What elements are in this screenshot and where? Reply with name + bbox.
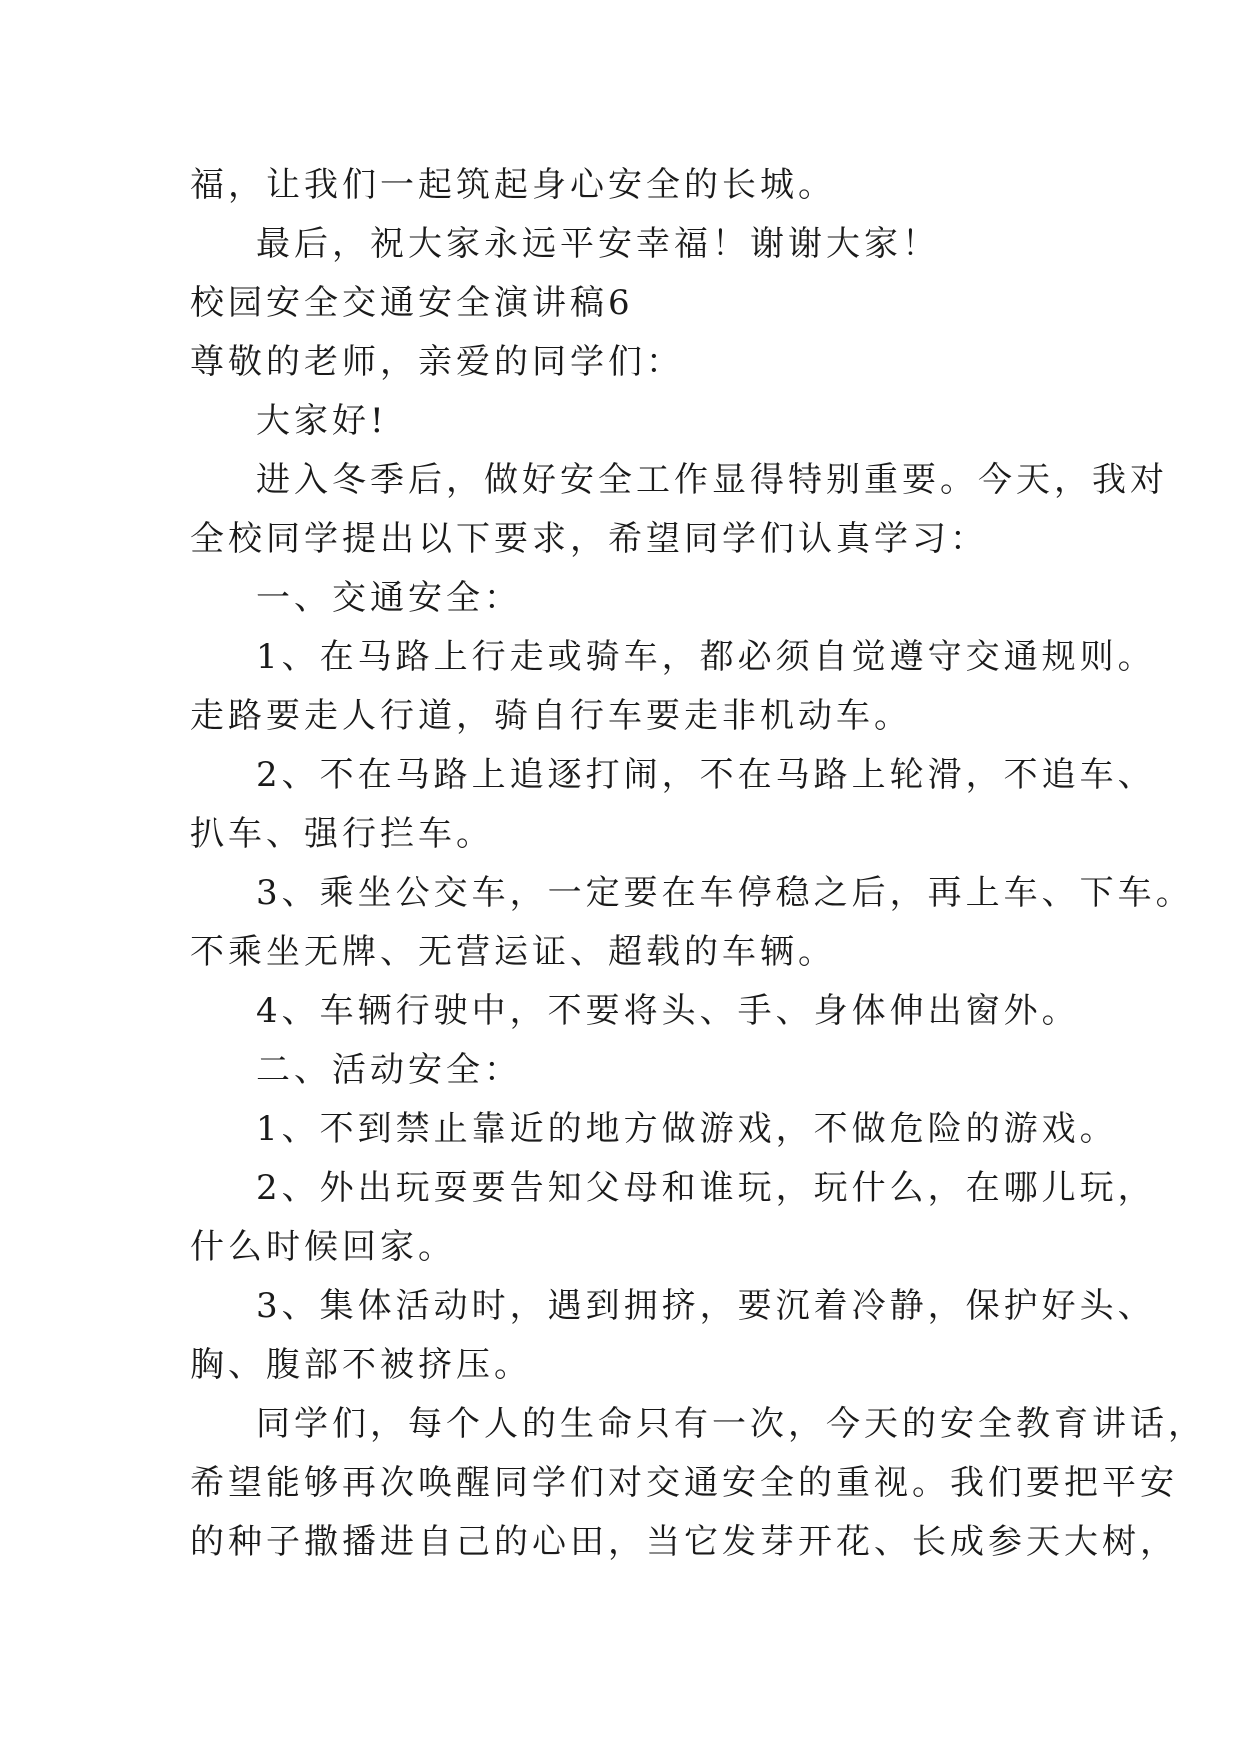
- list-item: 2、不在马路上追逐打闹，不在马路上轮滑，不追车、: [256, 755, 1156, 795]
- subheading: 一、交通安全：: [256, 578, 522, 618]
- text-line: 的种子撒播进自己的心田，当它发芽开花、长成参天大树，: [190, 1522, 1178, 1562]
- subheading: 二、活动安全：: [256, 1050, 522, 1090]
- text-line: 福，让我们一起筑起身心安全的长城。: [190, 165, 836, 205]
- text-line: 什么时候回家。: [190, 1227, 456, 1267]
- text-line: 同学们，每个人的生命只有一次，今天的安全教育讲话，: [256, 1404, 1206, 1444]
- list-item: 3、乘坐公交车，一定要在车停稳之后，再上车、下车。: [256, 873, 1194, 913]
- list-item: 2、外出玩耍要告知父母和谁玩，玩什么，在哪儿玩，: [256, 1168, 1156, 1208]
- text-line: 走路要走人行道，骑自行车要走非机动车。: [190, 696, 912, 736]
- text-line: 全校同学提出以下要求，希望同学们认真学习：: [190, 519, 988, 559]
- list-item: 1、在马路上行走或骑车，都必须自觉遵守交通规则。: [256, 637, 1156, 677]
- section-title: 校园安全交通安全演讲稿6: [190, 283, 634, 323]
- list-item: 4、车辆行驶中，不要将头、手、身体伸出窗外。: [256, 991, 1080, 1031]
- text-line: 进入冬季后，做好安全工作显得特别重要。今天，我对: [256, 460, 1168, 500]
- list-item: 1、不到禁止靠近的地方做游戏，不做危险的游戏。: [256, 1109, 1118, 1149]
- text-line: 希望能够再次唤醒同学们对交通安全的重视。我们要把平安: [190, 1463, 1178, 1503]
- text-line: 胸、腹部不被挤压。: [190, 1345, 532, 1385]
- text-line: 最后，祝大家永远平安幸福！谢谢大家！: [256, 224, 940, 264]
- list-item: 3、集体活动时，遇到拥挤，要沉着冷静，保护好头、: [256, 1286, 1156, 1326]
- salutation: 尊敬的老师，亲爱的同学们：: [190, 342, 684, 382]
- text-line: 不乘坐无牌、无营运证、超载的车辆。: [190, 932, 836, 972]
- text-line: 扒车、强行拦车。: [190, 814, 494, 854]
- greeting: 大家好!: [256, 401, 388, 441]
